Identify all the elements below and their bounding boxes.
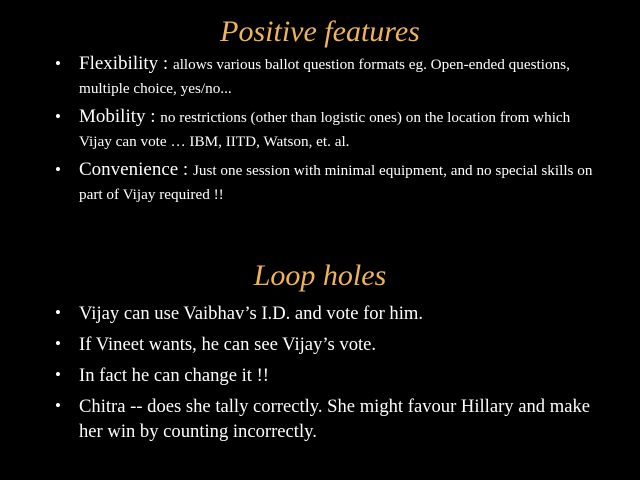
list-item-loophole [0, 363, 640, 388]
list-item-convenience [0, 158, 640, 207]
list-item-mobility [0, 105, 640, 154]
list-item-loophole [0, 332, 640, 357]
feature-term: Convenience : [79, 159, 193, 180]
bullet-icon: • [55, 303, 61, 322]
feature-term: Mobility : [79, 106, 161, 127]
section-title-loop-holes: Loop holes [253, 259, 387, 292]
positive-features-list [0, 52, 640, 211]
bullet-icon: • [55, 54, 61, 73]
list-item-loophole [0, 301, 640, 326]
feature-description: allows various ballot question formats eg. Open-ended questions, multiple choice, yes/no... [79, 56, 570, 97]
bullet-icon: • [55, 396, 61, 415]
loophole-text: In fact he can change it !! [79, 365, 269, 386]
bullet-icon: • [55, 160, 61, 179]
feature-term: Flexibility : [79, 53, 173, 74]
bullet-icon: • [55, 107, 61, 126]
section-title-positive-features: Positive features [220, 15, 420, 48]
feature-description: no restrictions (other than logistic ones) on the location from which Vijay can vote … IBM, IITD, Watson, et. al. [79, 109, 571, 150]
list-item-flexibility [0, 52, 640, 101]
feature-description: Just one session with minimal equipment, and no special skills on part of Vijay required !! [79, 162, 593, 203]
list-item-loophole [0, 394, 640, 444]
loop-holes-list [0, 301, 640, 450]
bullet-icon: • [55, 334, 61, 353]
loophole-text: If Vineet wants, he can see Vijay’s vote. [79, 334, 377, 355]
bullet-icon: • [55, 365, 61, 384]
loophole-text: Chitra -- does she tally correctly. She might favour Hillary and make her win by counting incorrectly. [79, 396, 591, 442]
loophole-text: Vijay can use Vaibhav’s I.D. and vote for him. [79, 303, 423, 324]
